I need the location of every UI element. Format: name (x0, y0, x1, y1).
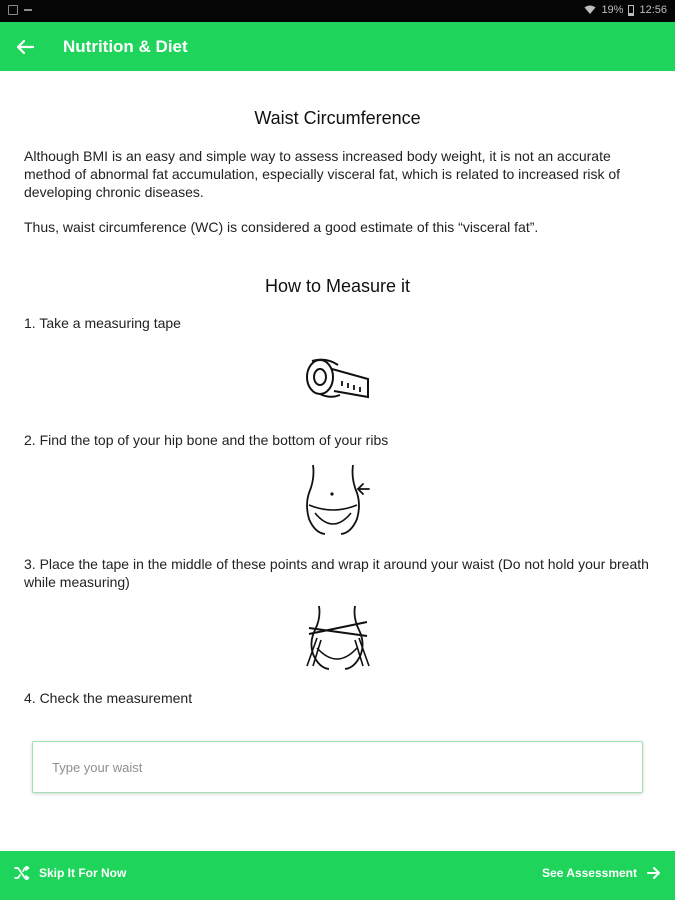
battery-icon (628, 5, 634, 16)
arrow-left-icon (16, 39, 34, 55)
shuffle-icon (14, 866, 30, 880)
clock: 12:56 (639, 4, 667, 16)
measuring-tape-icon (304, 355, 372, 401)
hip-rib-illustration (0, 463, 675, 535)
battery-percent: 19% (601, 4, 624, 16)
notification-dash-icon (24, 9, 32, 11)
app-title: Nutrition & Diet (63, 36, 188, 56)
see-assessment-button[interactable] (542, 866, 661, 880)
waist-input-container (32, 741, 643, 793)
waist-body-icon (303, 463, 373, 535)
waist-wrap-icon (305, 604, 371, 670)
app-bar (0, 22, 675, 71)
step-2-text: 2. Find the top of your hip bone and the bottom of your ribs (24, 432, 389, 448)
wifi-icon (584, 5, 596, 15)
visceral-fat-paragraph: Thus, waist circumference (WC) is considered a good estimate of this “visceral fat”. (24, 219, 539, 235)
arrow-right-icon (647, 866, 661, 880)
bottom-bar (0, 851, 675, 900)
measuring-tape-illustration (0, 355, 675, 401)
skip-label: Skip It For Now (39, 866, 127, 880)
image-notification-icon (8, 5, 18, 15)
step-3-text: 3. Place the tape in the middle of these points and wrap it around your waist (Do not hold your breath while measuring) (24, 556, 649, 590)
waist-circumference-heading: Waist Circumference (254, 108, 421, 128)
waist-input[interactable] (33, 742, 642, 792)
step-4-text: 4. Check the measurement (24, 690, 193, 706)
skip-button[interactable] (14, 866, 126, 880)
wrap-tape-illustration (0, 604, 675, 670)
status-right (584, 4, 667, 16)
status-bar (0, 0, 675, 22)
how-to-measure-heading: How to Measure it (264, 276, 411, 296)
notification-icons (8, 5, 32, 15)
bmi-paragraph: Although BMI is an easy and simple way to assess increased body weight, it is not an accurate method of abnormal fat accumulation, especially visceral fat, which is related to increased risk of developing chronic diseases. (24, 148, 621, 200)
step-1-text: 1. Take a measuring tape (24, 315, 181, 331)
see-assessment-label: See Assessment (542, 866, 637, 880)
back-button[interactable] (14, 36, 36, 58)
